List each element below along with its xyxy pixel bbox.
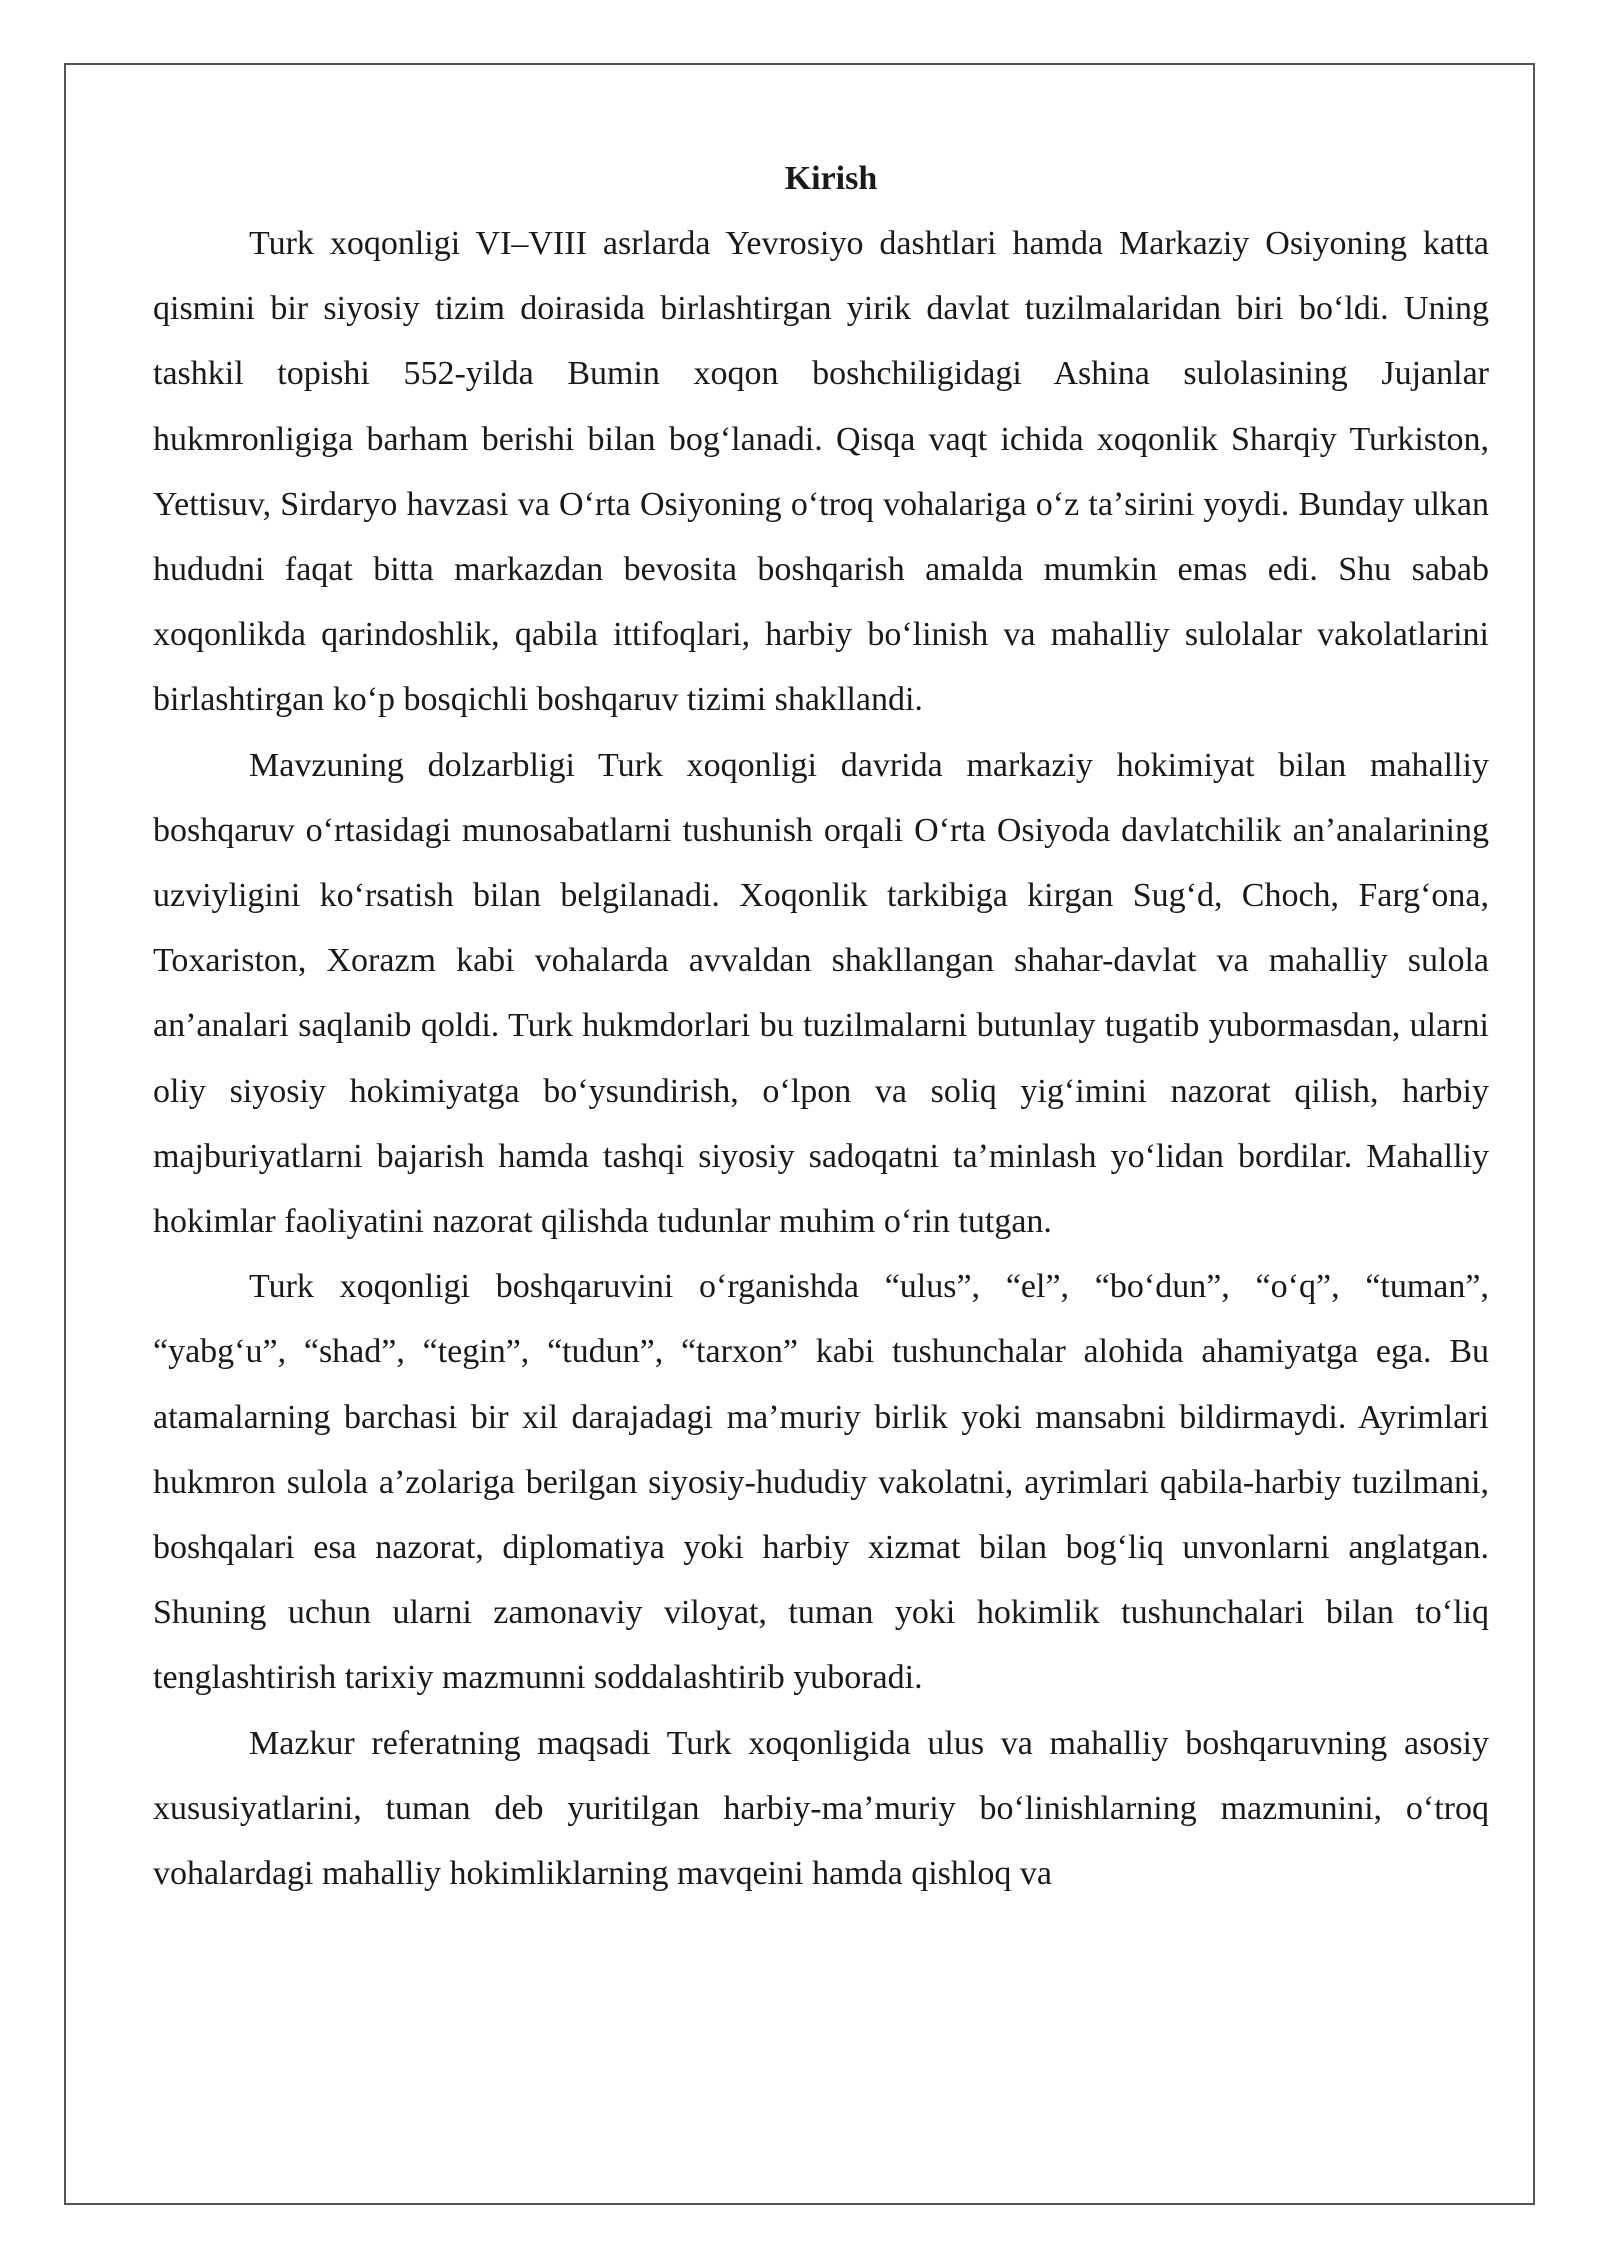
paragraph-2: Mavzuning dolzarbligi Turk xoqonligi davrida markaziy hokimiyat bilan mahalliy boshqaruv oʻrtasidagi munosabatlarni tushunish orqali Oʻrta Osiyoda davlatchilik anʼanalarining uzviyligini koʻrsatish bilan belgilanadi. Xoqonlik tarkibiga kirgan Sugʻd, Choch, Fargʻona, Toxariston, Xorazm kabi vohalarda avvaldan shakllangan shahar-davlat va mahalliy sulola anʼanalari saqlanib qoldi. Turk hukmdorlari bu tuzilmalarni butunlay tugatib yubormasdan, ularni oliy siyosiy hokimiyatga boʻysundirish, oʻlpon va soliq yigʻimini nazorat qilish, harbiy majburiyatlarni bajarish hamda tashqi siyosiy sadoqatni taʼminlash yoʻlidan bordilar. Mahalliy hokimlar faoliyatini nazorat qilishda tudunlar muhim oʻrin tutgan. xyxy=(153,746,1489,1241)
paragraph-1: Turk xoqonligi VI–VIII asrlarda Yevrosiyo dashtlari hamda Markaziy Osiyoning katta qismini bir siyosiy tizim doirasida birlashtirgan yirik davlat tuzilmalaridan biri boʻldi. Uning tashkil topishi 552-yilda Bumin xoqon boshchiligidagi Ashina sulolasining Jujanlar hukmronligiga barham berishi bilan bogʻlanadi. Qisqa vaqt ichida xoqonlik Sharqiy Turkiston, Yettisuv, Sirdaryo havzasi va Oʻrta Osiyoning oʻtroq vohalariga oʻz taʼsirini yoydi. Bunday ulkan hududni faqat bitta markazdan bevosita boshqarish amalda mumkin emas edi. Shu sabab xoqonlikda qarindoshlik, qabila ittifoqlari, harbiy boʻlinish va mahalliy sulolalar vakolatlarini birlashtirgan koʻp bosqichli boshqaruv tizimi shakllandi. xyxy=(153,225,1489,719)
paragraph-3: Turk xoqonligi boshqaruvini oʻrganishda “ulus”, “el”, “boʻdun”, “oʻq”, “tuman”, “yabgʻu”, “shad”, “tegin”, “tudun”, “tarxon” kabi tushunchalar alohida ahamiyatga ega. Bu atamalarning barchasi bir xil darajadagi maʼmuriy birlik yoki mansabni bildirmaydi. Ayrimlari hukmron sulola aʼzolariga berilgan siyosiy-hududiy vakolatni, ayrimlari qabila-harbiy tuzilmani, boshqalari esa nazorat, diplomatiya yoki harbiy xizmat bilan bogʻliq unvonlarni anglatgan. Shuning uchun ularni zamonaviy viloyat, tuman yoki hokimlik tushunchalari bilan toʻliq tenglashtirish tarixiy mazmunni soddalashtirib yuboradi. xyxy=(153,1268,1489,1697)
paragraph-4: Mazkur referatning maqsadi Turk xoqonligida ulus va mahalliy boshqaruvning asosiy xususiyatlarini, tuman deb yuritilgan harbiy-maʼmuriy boʻlinishlarning mazmunini, oʻtroq vohalardagi mahalliy hokimliklarning mavqeini hamda qishloq va xyxy=(153,1724,1489,1893)
section-title: Kirish xyxy=(784,160,878,197)
document-body xyxy=(153,146,1489,1906)
